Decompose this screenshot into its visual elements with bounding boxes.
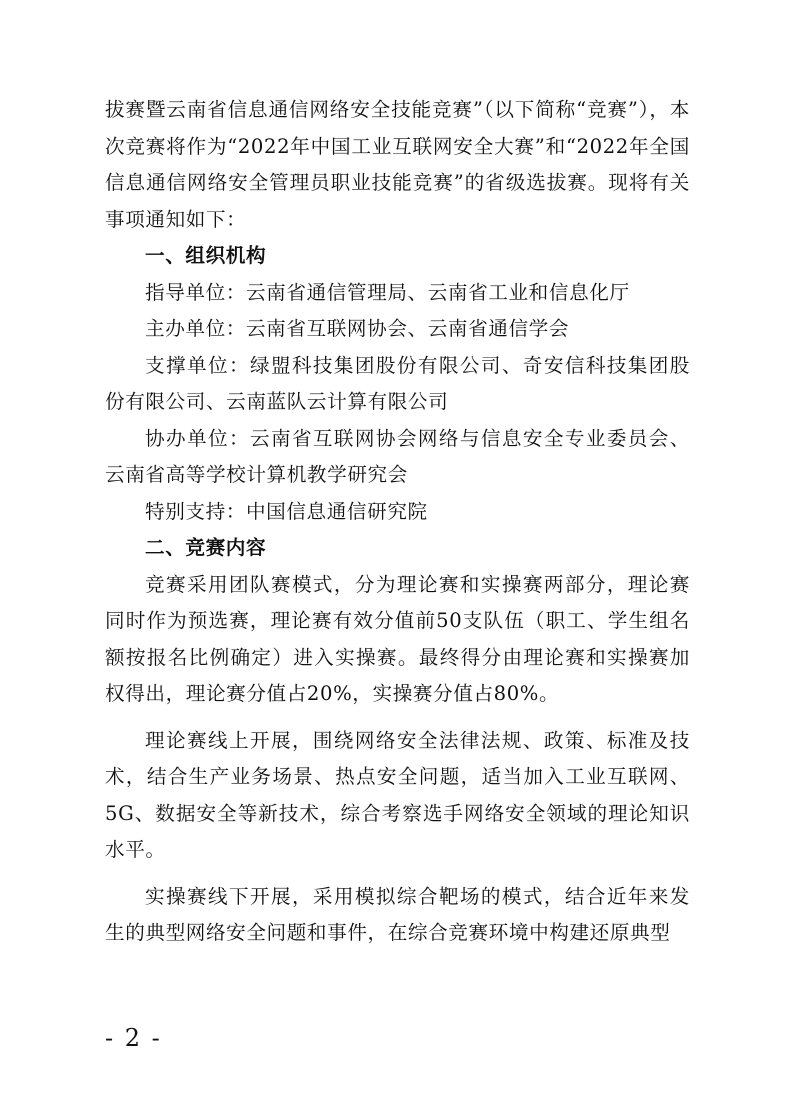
organizer-paragraph: 主办单位：云南省互联网协会、云南省通信学会 (145, 317, 570, 340)
section-heading-organization: 一、组织机构 (145, 244, 267, 267)
intro-paragraph: 拔赛暨云南省信息通信网络安全技能竞赛”（以下简称“竞赛”），本次竞赛将作为“2022年中国工业互联网安全大赛”和“2022年全国信息通信网络安全管理员职业技能竞赛”的省级选拔赛。现将有关事项通知如下： (105, 98, 690, 231)
page-number: - 2 - (105, 1024, 162, 1052)
practical-round-paragraph: 实操赛线下开展，采用模拟综合靶场的模式，结合近年来发生的典型网络安全问题和事件，在综合竞赛环境中构建还原典型 (105, 884, 690, 944)
special-support-paragraph: 特别支持：中国信息通信研究院 (145, 499, 428, 523)
document-body (105, 92, 690, 952)
section-heading-content: 二、竞赛内容 (145, 536, 267, 559)
guiding-unit-paragraph: 指导单位：云南省通信管理局、云南省工业和信息化厅 (145, 280, 630, 304)
co-organizer-paragraph: 协办单位：云南省互联网协会网络与信息安全专业委员会、云南省高等学校计算机教学研究会 (105, 426, 690, 486)
competition-mode-paragraph: 竞赛采用团队赛模式，分为理论赛和实操赛两部分，理论赛同时作为预选赛，理论赛有效分值前50支队伍（职工、学生组名额按报名比例确定）进入实操赛。最终得分由理论赛和实操赛加权得出，理论赛分值占20%，实操赛分值占80%。 (105, 572, 690, 705)
support-unit-paragraph: 支撑单位：绿盟科技集团股份有限公司、奇安信科技集团股份有限公司、云南蓝队云计算有限公司 (105, 353, 690, 413)
theory-round-paragraph: 理论赛线上开展，围绕网络安全法律法规、政策、标准及技术，结合生产业务场景、热点安全问题，适当加入工业互联网、5G、数据安全等新技术，综合考察选手网络安全领域的理论知识水平。 (105, 728, 690, 861)
